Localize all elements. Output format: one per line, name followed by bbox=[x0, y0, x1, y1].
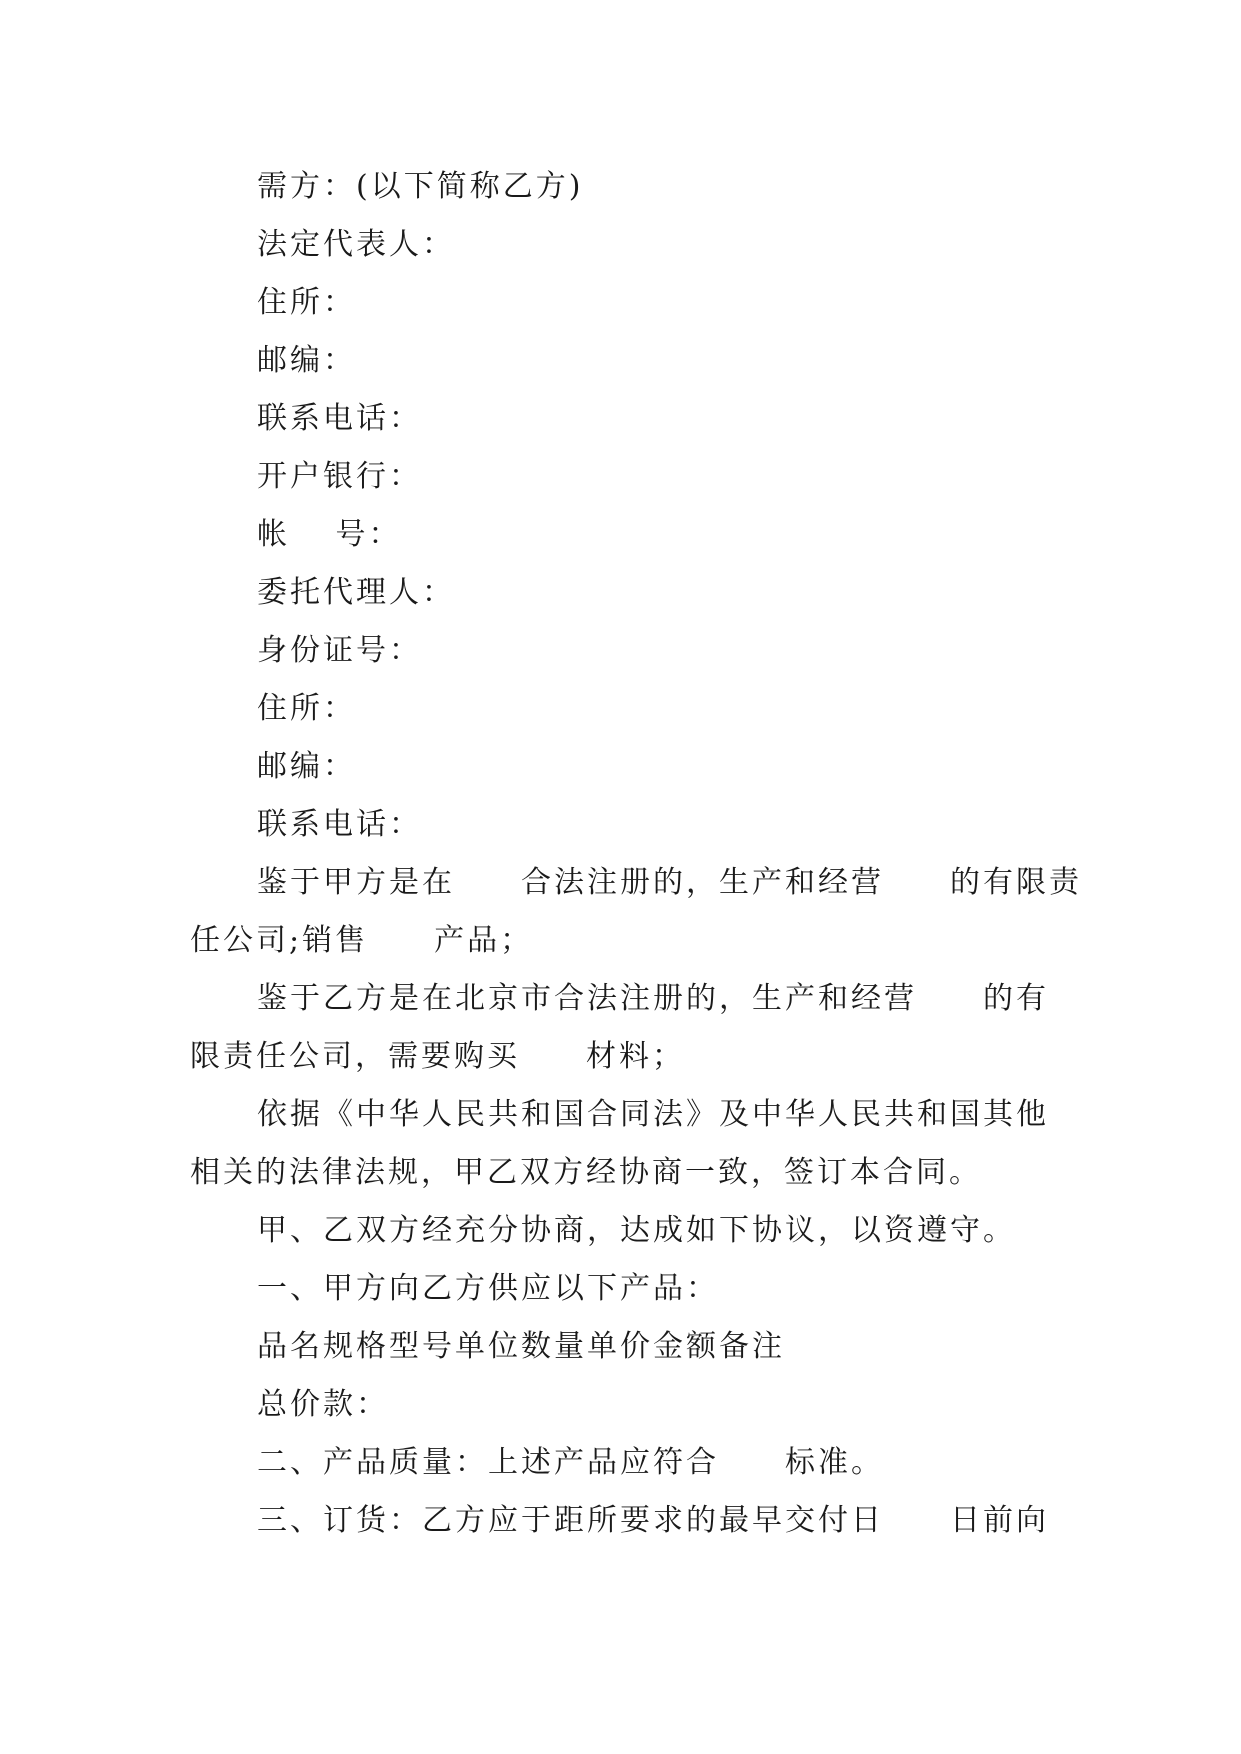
paragraph-party-a-line1: 鉴于甲方是在 合法注册的，生产和经营 的有限责 bbox=[257, 865, 1082, 900]
agent-field: 委托代理人： bbox=[257, 575, 455, 610]
paragraph-legal-basis-line2: 相关的法律法规，甲乙双方经协商一致，签订本合同。 bbox=[190, 1155, 982, 1190]
clause-3-ordering: 三、订货：乙方应于距所要求的最早交付日 日前向 bbox=[257, 1503, 1049, 1538]
clause-1-heading: 一、甲方向乙方供应以下产品： bbox=[257, 1271, 719, 1306]
paragraph-party-b-line1: 鉴于乙方是在北京市合法注册的，生产和经营 的有 bbox=[257, 981, 1049, 1016]
address-field: 住所： bbox=[257, 285, 356, 320]
id-number-field: 身份证号： bbox=[257, 633, 422, 668]
paragraph-party-a-line2: 任公司;销售 产品； bbox=[190, 923, 534, 958]
product-table-header: 品名规格型号单位数量单价金额备注 bbox=[257, 1329, 785, 1364]
contract-body bbox=[190, 158, 1082, 1550]
total-price-field: 总价款： bbox=[257, 1387, 389, 1422]
paragraph-party-b-line2: 限责任公司，需要购买 材料； bbox=[190, 1039, 685, 1074]
paragraph-legal-basis-line1: 依据《中华人民共和国合同法》及中华人民共和国其他 bbox=[257, 1097, 1049, 1132]
agent-phone-field: 联系电话： bbox=[257, 807, 422, 842]
bank-field: 开户银行： bbox=[257, 459, 422, 494]
postal-code-field: 邮编： bbox=[257, 343, 356, 378]
account-number-field: 帐 号： bbox=[257, 517, 402, 552]
agent-address-field: 住所： bbox=[257, 691, 356, 726]
paragraph-agreement: 甲、乙双方经充分协商，达成如下协议，以资遵守。 bbox=[257, 1213, 1016, 1248]
legal-representative-field: 法定代表人： bbox=[257, 227, 455, 262]
clause-2-quality: 二、产品质量：上述产品应符合 标准。 bbox=[257, 1445, 884, 1480]
agent-postal-code-field: 邮编： bbox=[257, 749, 356, 784]
buyer-heading: 需方：(以下简称乙方) bbox=[257, 169, 584, 204]
phone-field: 联系电话： bbox=[257, 401, 422, 436]
